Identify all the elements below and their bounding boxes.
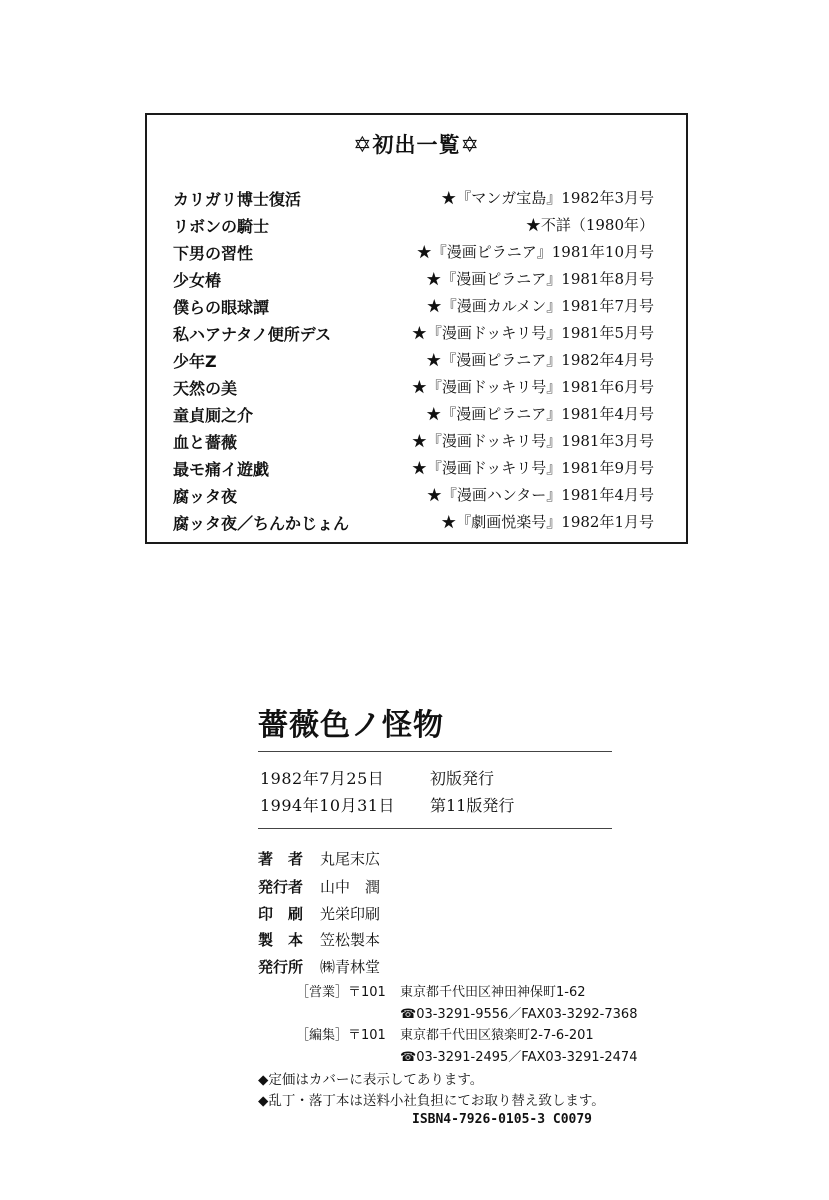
story-title: 下男の習性 — [173, 244, 254, 263]
edition-label: 初版発行 — [430, 769, 495, 788]
story-title: 腐ッタ夜 — [173, 487, 238, 506]
list-item — [173, 268, 654, 295]
price-note: ◆定価はカバーに表示してあります。 — [258, 1072, 484, 1088]
story-title: 少年Z — [173, 352, 217, 371]
book-title: 薔薇色ノ怪物 — [258, 708, 444, 743]
credit-key: 発行所 — [258, 958, 304, 976]
star-of-david-icon: ✡ — [353, 133, 373, 158]
story-title: 血と薔薇 — [173, 433, 238, 452]
story-source: ★『マンガ宝島』1982年3月号 — [441, 189, 654, 207]
edition-date: 1994年10月31日 — [260, 796, 395, 815]
credit-value: 笠松製本 — [320, 931, 381, 949]
edition-date: 1982年7月25日 — [260, 769, 385, 788]
story-source: ★『漫画ドッキリ号』1981年5月号 — [411, 324, 654, 342]
story-title: 僕らの眼球譚 — [173, 298, 270, 317]
credit-value: 光栄印刷 — [320, 905, 381, 923]
story-source: ★不詳（1980年） — [525, 216, 654, 234]
story-title: 童貞厠之介 — [173, 406, 254, 425]
story-source: ★『漫画ハンター』1981年4月号 — [426, 486, 654, 504]
story-source: ★『漫画ピラニア』1981年10月号 — [416, 243, 654, 261]
replacement-note: ◆乱丁・落丁本は送料小社負担にてお取り替え致します。 — [258, 1093, 605, 1109]
credit-row — [258, 848, 380, 869]
story-title: カリガリ博士復活 — [173, 190, 301, 209]
credit-row — [258, 929, 380, 950]
list-item — [173, 484, 654, 511]
story-title: 腐ッタ夜／ちんかじょん — [173, 514, 350, 533]
story-source: ★『漫画ドッキリ号』1981年3月号 — [411, 432, 654, 450]
story-source: ★『漫画ドッキリ号』1981年9月号 — [411, 459, 654, 477]
list-item — [173, 295, 654, 322]
address-text: 東京都千代田区神田神保町1-62 — [400, 985, 586, 1000]
story-title: 私ハアナタノ便所デス — [173, 325, 332, 344]
first-appearance-heading: 初出一覧 — [372, 133, 461, 157]
list-item — [173, 241, 654, 268]
list-item — [173, 376, 654, 403]
story-title: リボンの騎士 — [173, 217, 270, 236]
address-line — [296, 1046, 637, 1065]
list-item — [173, 349, 654, 376]
credit-value: ㈱青林堂 — [320, 958, 381, 976]
address-line — [296, 1003, 637, 1022]
divider — [258, 828, 612, 829]
address-label: ［営業］〒101 — [296, 985, 386, 1000]
credit-value: 丸尾末広 — [320, 850, 381, 868]
credit-value: 山中 潤 — [320, 878, 381, 896]
credit-key: 発行者 — [258, 878, 304, 896]
story-source: ★『漫画カルメン』1981年7月号 — [426, 297, 654, 315]
story-source: ★『漫画ピラニア』1981年8月号 — [426, 270, 654, 288]
address-text: ☎03-3291-9556／FAX03-3292-7368 — [400, 1007, 638, 1022]
star-of-david-icon: ✡ — [460, 133, 480, 158]
credit-row — [258, 956, 380, 977]
credit-row — [258, 903, 380, 924]
list-item — [173, 457, 654, 484]
story-title: 少女椿 — [173, 271, 222, 290]
edition-label: 第11版発行 — [430, 796, 515, 815]
address-line — [296, 981, 586, 1000]
list-item — [173, 403, 654, 430]
edition-line — [260, 793, 514, 816]
list-item — [173, 187, 654, 214]
list-item — [173, 214, 654, 241]
address-text: ☎03-3291-2495／FAX03-3291-2474 — [400, 1050, 638, 1065]
edition-line — [260, 766, 494, 789]
isbn-code: ISBN4-7926-0105-3 C0079 — [412, 1112, 593, 1127]
list-item — [173, 430, 654, 457]
list-item — [173, 322, 654, 349]
address-label: ［編集］〒101 — [296, 1028, 386, 1043]
story-source: ★『漫画ピラニア』1981年4月号 — [426, 405, 654, 423]
credit-key: 製 本 — [258, 931, 304, 949]
address-text: 東京都千代田区猿楽町2-7-6-201 — [400, 1028, 594, 1043]
first-appearance-box — [145, 113, 688, 544]
story-title: 最モ痛イ遊戯 — [173, 460, 270, 479]
story-source: ★『劇画悦楽号』1982年1月号 — [441, 513, 654, 531]
story-title: 天然の美 — [173, 379, 238, 398]
story-source: ★『漫画ドッキリ号』1981年6月号 — [411, 378, 654, 396]
story-source: ★『漫画ピラニア』1982年4月号 — [426, 351, 654, 369]
first-appearance-list — [173, 187, 654, 538]
credit-row — [258, 876, 380, 897]
address-line — [296, 1024, 594, 1043]
divider — [258, 751, 612, 752]
first-appearance-title — [147, 129, 686, 159]
credit-key: 著 者 — [258, 850, 304, 868]
list-item — [173, 511, 654, 538]
credit-key: 印 刷 — [258, 905, 304, 923]
